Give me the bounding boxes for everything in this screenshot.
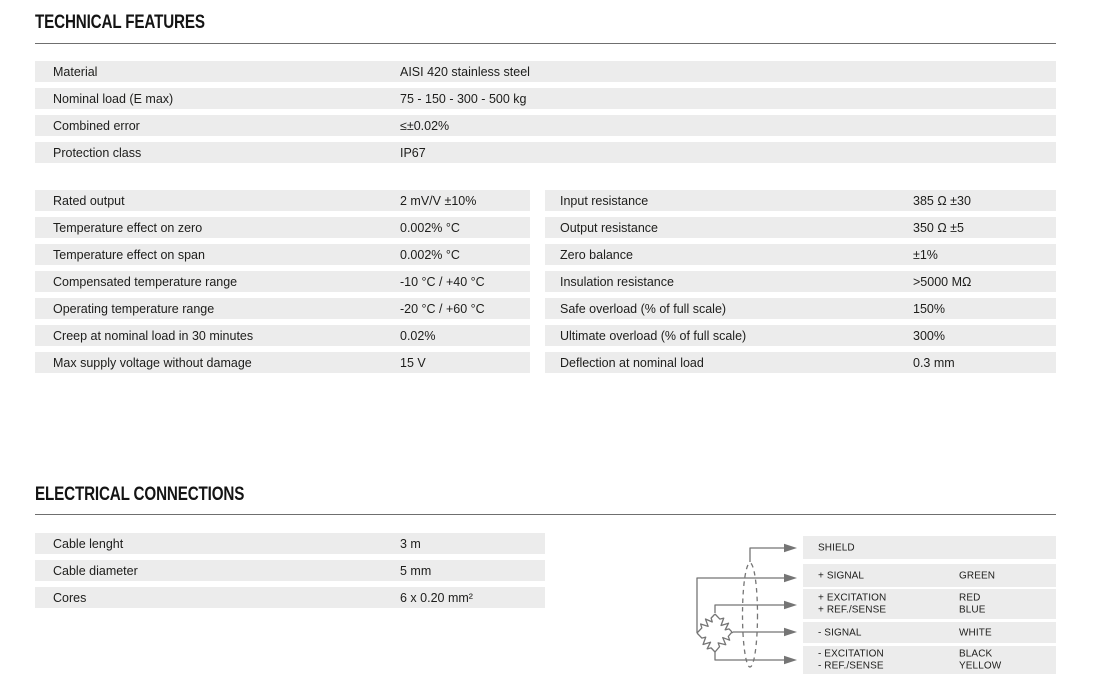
spec-value: IP67 <box>400 145 426 160</box>
spec-label: Cores <box>53 590 87 605</box>
spec-value: 3 m <box>400 536 421 551</box>
wire-color-label: WHITE <box>959 626 992 638</box>
spec-label: Combined error <box>53 118 140 133</box>
table-row <box>545 217 1056 238</box>
wire-function <box>818 593 886 616</box>
arrowhead-icon <box>784 601 797 609</box>
arrowhead-icon <box>784 544 797 552</box>
spec-value: >5000 MΩ <box>913 274 972 289</box>
plus-excitation-wire <box>715 605 784 613</box>
spec-value: -10 °C / +40 °C <box>400 274 485 289</box>
wire-color-label: RED <box>959 592 981 604</box>
wire-function-label: - EXCITATION <box>818 648 884 660</box>
bridge-resistor <box>694 631 717 655</box>
spec-value: 300% <box>913 328 945 343</box>
spec-value: 2 mV/V ±10% <box>400 193 477 208</box>
wiring-row <box>803 536 1056 559</box>
minus-excitation-wire <box>715 652 784 660</box>
bridge-resistor <box>694 612 717 636</box>
spec-value: ±1% <box>913 247 938 262</box>
technical-features-rule <box>35 43 1056 44</box>
arrowhead-icon <box>784 656 797 664</box>
bridge-wiring-diagram <box>640 528 810 686</box>
spec-value: AISI 420 stainless steel <box>400 64 530 79</box>
wire-color <box>959 593 986 616</box>
wire-function-label: + SIGNAL <box>818 569 865 581</box>
wire-color-label: BLACK <box>959 648 993 660</box>
technical-features-right-table <box>545 190 1056 379</box>
spec-label: Protection class <box>53 145 142 160</box>
wire-color-label: GREEN <box>959 569 996 581</box>
table-row <box>35 244 530 265</box>
bridge-resistor <box>712 612 735 636</box>
wire-function <box>818 627 862 639</box>
spec-label: Safe overload (% of full scale) <box>560 301 727 316</box>
spec-value: 0.02% <box>400 328 436 343</box>
wiring-row <box>803 622 1056 643</box>
table-row <box>545 271 1056 292</box>
table-row <box>35 115 1056 136</box>
technical-features-left-table <box>35 190 530 379</box>
wire-function-label: - SIGNAL <box>818 626 862 638</box>
wiring-row <box>803 646 1056 674</box>
spec-label: Temperature effect on span <box>53 247 205 262</box>
wire-function-label: + REF./SENSE <box>818 604 887 615</box>
cable-spec-table <box>35 533 545 614</box>
table-row <box>35 271 530 292</box>
wire-function <box>818 542 855 554</box>
table-row <box>545 190 1056 211</box>
wire-function <box>818 570 864 582</box>
table-row <box>35 88 1056 109</box>
wiring-row <box>803 589 1056 619</box>
table-row <box>35 142 1056 163</box>
table-row <box>545 244 1056 265</box>
electrical-connections-title: ELECTRICAL CONNECTIONS <box>35 483 245 505</box>
wire-color-label: YELLOW <box>959 660 1002 671</box>
table-row <box>35 560 545 581</box>
spec-value: 350 Ω ±5 <box>913 220 964 235</box>
table-row <box>35 190 530 211</box>
spec-label: Ultimate overload (% of full scale) <box>560 328 747 343</box>
table-row <box>35 61 1056 82</box>
spec-value: 75 - 150 - 300 - 500 kg <box>400 91 527 106</box>
wire-color <box>959 570 995 582</box>
spec-value: 385 Ω ±30 <box>913 193 971 208</box>
spec-label: Zero balance <box>560 247 633 262</box>
spec-value: 6 x 0.20 mm² <box>400 590 473 605</box>
technical-features-title: TECHNICAL FEATURES <box>35 11 205 33</box>
table-row <box>35 533 545 554</box>
spec-label: Creep at nominal load in 30 minutes <box>53 328 254 343</box>
spec-label: Output resistance <box>560 220 658 235</box>
spec-label: Cable lenght <box>53 536 124 551</box>
arrowhead-icon <box>784 628 797 636</box>
wire-color-label: BLUE <box>959 604 986 615</box>
wire-function-label: SHIELD <box>818 541 855 553</box>
wire-function <box>818 649 884 672</box>
wiring-row <box>803 564 1056 587</box>
spec-label: Material <box>53 64 98 79</box>
wire-function-label: - REF./SENSE <box>818 660 884 671</box>
spec-value: ≤±0.02% <box>400 118 450 133</box>
table-row <box>545 352 1056 373</box>
table-row <box>545 298 1056 319</box>
wire-color <box>959 627 992 639</box>
wire-color <box>959 649 1001 672</box>
spec-label: Insulation resistance <box>560 274 674 289</box>
electrical-connections-rule <box>35 514 1056 515</box>
technical-features-general-table <box>35 61 1056 169</box>
spec-label: Max supply voltage without damage <box>53 355 252 370</box>
arrowhead-icon <box>784 574 797 582</box>
spec-label: Nominal load (E max) <box>53 91 174 106</box>
spec-label: Cable diameter <box>53 563 138 578</box>
spec-label: Rated output <box>53 193 125 208</box>
table-row <box>35 587 545 608</box>
spec-label: Deflection at nominal load <box>560 355 704 370</box>
wiring-color-table <box>803 536 1056 674</box>
spec-label: Input resistance <box>560 193 649 208</box>
table-row <box>35 325 530 346</box>
spec-value: 0.002% °C <box>400 220 460 235</box>
spec-value: 15 V <box>400 355 426 370</box>
spec-label: Operating temperature range <box>53 301 215 316</box>
spec-value: 0.3 mm <box>913 355 955 370</box>
bridge-resistor <box>712 630 734 654</box>
spec-value: -20 °C / +60 °C <box>400 301 485 316</box>
spec-value: 0.002% °C <box>400 247 460 262</box>
table-row <box>35 217 530 238</box>
table-row <box>545 325 1056 346</box>
table-row <box>35 352 530 373</box>
wire-function-label: + EXCITATION <box>818 592 887 604</box>
shield-wire <box>750 548 784 562</box>
table-row <box>35 298 530 319</box>
spec-value: 150% <box>913 301 945 316</box>
spec-label: Temperature effect on zero <box>53 220 203 235</box>
spec-value: 5 mm <box>400 563 432 578</box>
spec-label: Compensated temperature range <box>53 274 238 289</box>
